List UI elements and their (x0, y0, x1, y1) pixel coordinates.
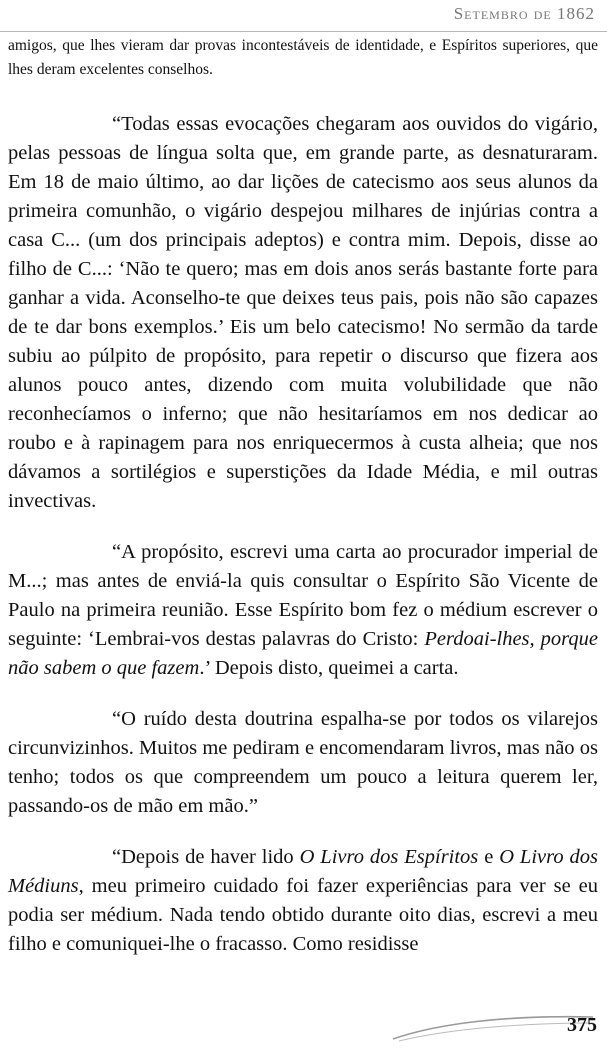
paragraph-experiencias (8, 843, 598, 959)
paragraph-experiencias-text-2: e (478, 846, 500, 868)
paragraph-carta-text-2: .’ Depois disto, queimei a carta. (199, 657, 459, 679)
paragraph-carta-text-1: “A propósito, escrevi uma carta ao procurador imperial de M...; mas antes de enviá-la quis consultar o Espírito São Vicente de Paulo na primeira reunião. Esse Espírito bom fez o médium escrever o seguinte: ‘Lembrai-vos destas palavras do Cristo: (8, 541, 598, 650)
paragraph-experiencias-text-3: , meu primeiro cuidado foi fazer experiências para ver se eu podia ser médium. Nada tendo obtido durante oito dias, escrevi a meu filho e comuniquei-lhe o fracasso. Como residisse (8, 875, 598, 955)
continued-paragraph: amigos, que lhes vieram dar provas incontestáveis de identidade, e Espíritos superiores, que lhes deram excelentes conselhos. (8, 37, 598, 78)
header-rule (0, 31, 607, 32)
paragraph-vigario: “Todas essas evocações chegaram aos ouvidos do vigário, pelas pessoas de língua solta que, em grande parte, as desnaturaram. Em 18 de maio último, ao dar lições de catecismo aos seus alunos da primeira comunhão, o vigário despejou milhares de injúrias contra a casa C... (um dos principais adeptos) e contra mim. Depois, disse ao filho de C...: ‘Não te quero; mas em dois anos serás bastante forte para ganhar a vida. Aconselho-te que deixes teus pais, pois não são capazes de te dar bons exemplos.’ Eis um belo catecismo! No sermão da tarde subiu ao púlpito de propósito, para repetir o discurso que fizera aos alunos pouco antes, dizendo com muita volubilidade que não reconhecíamos o inferno; que não hesitaríamos em nos dedicar ao roubo e à rapinagem para nos enriquecermos à custa alheia; que nos dávamos a sortilégios e superstições da Idade Média, e mil outras invectivas. (8, 113, 598, 512)
italic-quote: Perdoai-lhes, porque não sabem o que fazem (8, 628, 598, 679)
book-title-espiritos: O Livro dos Espíritos (299, 846, 479, 868)
paragraph-ruido: “O ruído desta doutrina espalha-se por todos os vilarejos circunvizinhos. Muitos me pediram e encomendaram livros, mas não os tenho; todos os que compreendem um pouco a leitura querem ler, passando-os de mão em mão.” (8, 708, 598, 817)
paragraph-carta (8, 538, 598, 683)
book-title-mediuns: O Livro dos Médiuns (8, 846, 598, 897)
paragraph-experiencias-text-1: “Depois de haver lido (112, 846, 300, 868)
running-header: Setembro de 1862 (453, 4, 595, 23)
page-footer (389, 995, 599, 1047)
page-text (8, 34, 598, 959)
page-number: 375 (567, 1014, 597, 1036)
